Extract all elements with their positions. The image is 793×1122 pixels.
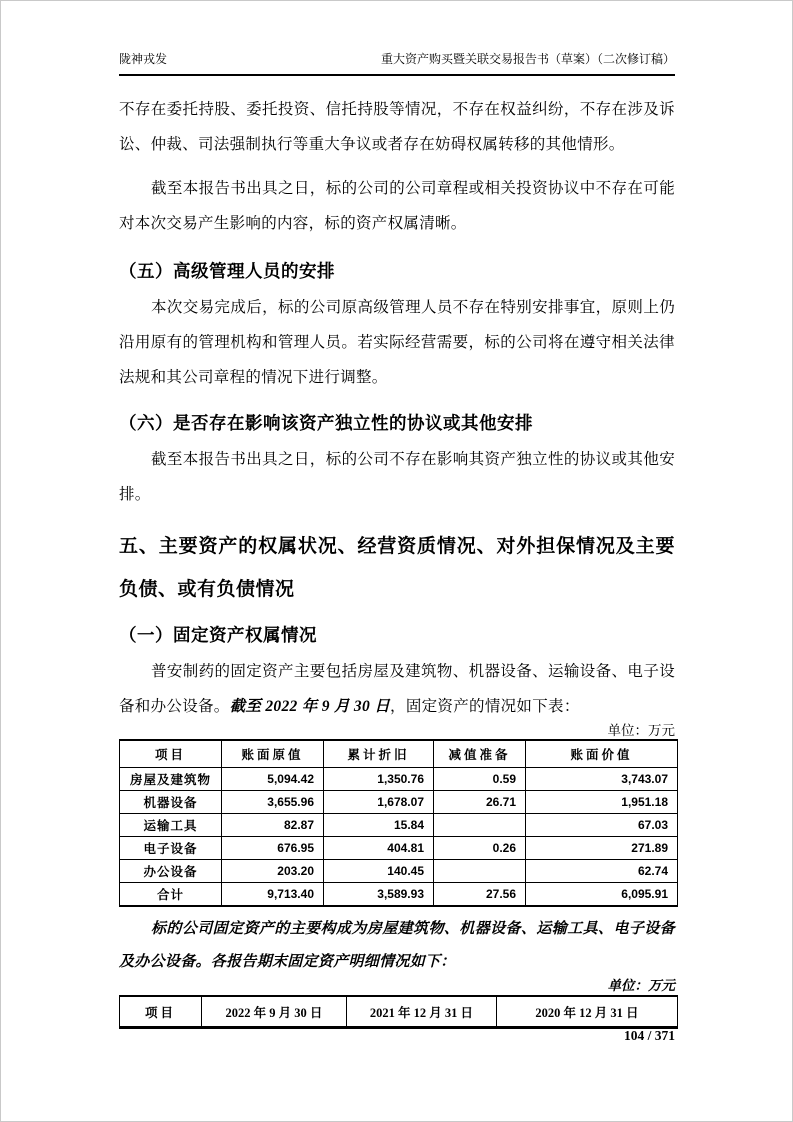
heading-section-five: 五、主要资产的权属状况、经营资质情况、对外担保情况及主要负债、或有负债情况	[119, 536, 675, 600]
paragraph-fixed-assets-detail: 标的公司固定资产的主要构成为房屋建筑物、机器设备、运输工具、电子设备及办公设备。各报告期末固定资产明细情况如下：	[119, 921, 675, 970]
intro-text-normal: 普安制药的固定资产主要包括房屋及建筑物、机器设备、运输设备、电子设备和办公设备。	[119, 663, 675, 715]
table-row-vehicles	[120, 814, 678, 837]
cell-value: 271.89	[526, 837, 678, 860]
cell-value: 26.71	[434, 791, 526, 814]
col-header-item: 项目	[120, 996, 202, 1028]
paragraph-litigation-status: 不存在委托持股、委托投资、信托持股等情况，不存在权益纠纷，不存在涉及诉讼、仲裁、司法强制执行等重大争议或者存在妨碍权属转移的其他情形。	[119, 101, 675, 153]
table-row-buildings	[120, 768, 678, 791]
cell-value: 15.84	[324, 814, 434, 837]
paragraph-independence-status: 截至本报告书出具之日，标的公司不存在影响其资产独立性的协议或其他安排。	[119, 451, 675, 503]
table-row-machinery	[120, 791, 678, 814]
table-row-total	[120, 883, 678, 907]
table2-header-row	[120, 996, 678, 1028]
heading-fixed-asset-ownership: （一）固定资产权属情况	[119, 625, 317, 645]
paragraph-fixed-assets-intro	[119, 654, 675, 724]
cell-item: 办公设备	[120, 860, 222, 883]
unit-label-1: 单位：万元	[607, 723, 675, 738]
cell-value: 3,743.07	[526, 768, 678, 791]
cell-value: 1,678.07	[324, 791, 434, 814]
cell-item: 机器设备	[120, 791, 222, 814]
table1-header-row	[120, 740, 678, 768]
col-header-2022-09-30: 2022 年 9 月 30 日	[202, 996, 347, 1028]
cell-value	[434, 860, 526, 883]
heading-asset-independence: （六）是否存在影响该资产独立性的协议或其他安排	[119, 413, 533, 433]
header-company-name: 陇神戎发	[119, 52, 168, 66]
cell-value: 1,951.18	[526, 791, 678, 814]
unit-label-2: 单位：万元	[607, 978, 675, 993]
cell-item: 房屋及建筑物	[120, 768, 222, 791]
cell-value: 404.81	[324, 837, 434, 860]
table-row-electronics	[120, 837, 678, 860]
col-header-original-value: 账面原值	[222, 740, 324, 768]
cell-value: 62.74	[526, 860, 678, 883]
col-header-accumulated-depreciation: 累计折旧	[324, 740, 434, 768]
cell-value: 3,655.96	[222, 791, 324, 814]
paragraph-management-arrangement: 本次交易完成后，标的公司原高级管理人员不存在特别安排事宜，原则上仍沿用原有的管理机构和管理人员。若实际经营需要，标的公司将在遵守相关法律法规和其公司章程的情况下进行调整。	[119, 299, 675, 386]
cell-value: 203.20	[222, 860, 324, 883]
col-header-item: 项目	[120, 740, 222, 768]
col-header-2020-12-31: 2020 年 12 月 31 日	[497, 996, 678, 1028]
cell-value	[434, 814, 526, 837]
fixed-assets-table	[119, 739, 678, 907]
table-row-office-equipment	[120, 860, 678, 883]
intro-text-emphasis-date: 截至 2022 年 9 月 30 日	[229, 698, 391, 715]
cell-value: 676.95	[222, 837, 324, 860]
cell-item: 电子设备	[120, 837, 222, 860]
cell-value: 0.59	[434, 768, 526, 791]
cell-item: 运输工具	[120, 814, 222, 837]
cell-value: 0.26	[434, 837, 526, 860]
cell-value: 5,094.42	[222, 768, 324, 791]
cell-value: 1,350.76	[324, 768, 434, 791]
paragraph-charter-status: 截至本报告书出具之日，标的公司的公司章程或相关投资协议中不存在可能对本次交易产生影响的内容，标的资产权属清晰。	[119, 180, 675, 232]
col-header-2021-12-31: 2021 年 12 月 31 日	[347, 996, 497, 1028]
page-number: 104 / 371	[623, 1028, 675, 1043]
col-header-impairment-provision: 减值准备	[434, 740, 526, 768]
cell-value: 27.56	[434, 883, 526, 907]
fixed-assets-by-period-table	[119, 995, 678, 1029]
cell-value: 67.03	[526, 814, 678, 837]
cell-value: 3,589.93	[324, 883, 434, 907]
col-header-book-value: 账面价值	[526, 740, 678, 768]
cell-value: 9,713.40	[222, 883, 324, 907]
cell-value: 6,095.91	[526, 883, 678, 907]
page-header	[119, 51, 675, 76]
cell-value: 140.45	[324, 860, 434, 883]
cell-item: 合计	[120, 883, 222, 907]
header-report-title: 重大资产购买暨关联交易报告书（草案）（二次修订稿）	[380, 52, 675, 66]
cell-value: 82.87	[222, 814, 324, 837]
heading-senior-management: （五）高级管理人员的安排	[119, 261, 335, 281]
intro-text-normal-tail: ，固定资产的情况如下表：	[390, 698, 580, 715]
